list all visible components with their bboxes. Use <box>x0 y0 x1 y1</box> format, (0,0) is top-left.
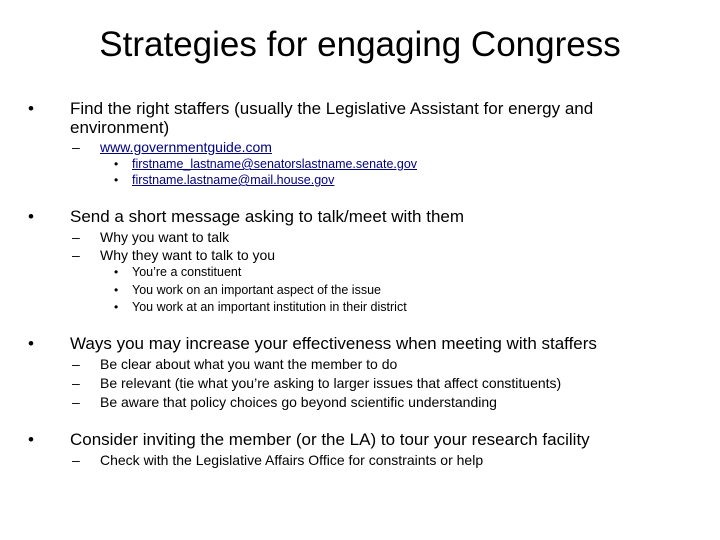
sub-sub-bullet-item <box>114 300 407 315</box>
bullet-text: Ways you may increase your effectiveness when meeting with staffers <box>70 334 597 353</box>
dash-marker: – <box>72 375 80 391</box>
sub-sub-bullet-text: You work at an important institution in their district <box>132 300 407 314</box>
bullet-text: Consider inviting the member (or the LA) to tour your research facility <box>70 430 590 449</box>
bullet-marker: • <box>28 99 34 118</box>
slide-title: Strategies for engaging Congress <box>99 25 621 64</box>
dash-marker: – <box>72 139 80 155</box>
dash-marker: – <box>72 452 80 468</box>
bullet-text: Send a short message asking to talk/meet with them <box>70 207 465 226</box>
sub-bullet-item <box>72 375 561 392</box>
sub-bullet-text: Check with the Legislative Affairs Office for constraints or help <box>100 452 484 468</box>
sub-bullet-text: Be clear about what you want the member to do <box>100 356 398 372</box>
bullet-text <box>70 99 593 137</box>
house-email-link[interactable]: firstname.lastname@mail.house.gov <box>132 173 335 187</box>
bullet-marker: • <box>28 334 34 353</box>
sub-bullet-text: Why you want to talk <box>100 229 230 245</box>
bullet-marker: • <box>114 265 119 279</box>
sub-sub-bullet-item <box>114 173 334 188</box>
bullet-marker: • <box>28 207 34 226</box>
senate-email-link[interactable]: firstname_lastname@senatorslastname.senate.gov <box>132 157 418 171</box>
dash-marker: – <box>72 394 80 410</box>
bullet-item <box>28 207 464 226</box>
bullet-item <box>28 99 593 137</box>
sub-bullet-item <box>72 394 497 411</box>
sub-sub-bullet-text: You work on an important aspect of the issue <box>132 283 381 297</box>
sub-bullet-text: Be relevant (tie what you’re asking to larger issues that affect constituents) <box>100 375 562 391</box>
bullet-text-line: environment) <box>70 118 170 137</box>
sub-bullet-item <box>72 356 397 373</box>
sub-sub-bullet-text: You’re a constituent <box>132 265 242 279</box>
dash-marker: – <box>72 229 80 245</box>
bullet-marker: • <box>28 430 34 449</box>
dash-marker: – <box>72 247 80 263</box>
governmentguide-link[interactable]: www.governmentguide.com <box>100 139 272 155</box>
sub-bullet-text: Be aware that policy choices go beyond scientific understanding <box>100 394 497 410</box>
sub-bullet-text: Why they want to talk to you <box>100 247 276 263</box>
bullet-marker: • <box>114 173 119 187</box>
sub-bullet-item <box>72 247 275 264</box>
sub-bullet-item <box>72 452 483 469</box>
bullet-marker: • <box>114 300 119 314</box>
dash-marker: – <box>72 356 80 372</box>
sub-sub-bullet-item <box>114 157 417 172</box>
sub-sub-bullet-item <box>114 265 241 280</box>
bullet-item <box>28 334 597 353</box>
sub-sub-bullet-item <box>114 283 381 298</box>
bullet-marker: • <box>114 283 119 297</box>
bullet-text-line: Find the right staffers (usually the Legislative Assistant for energy and <box>70 99 594 118</box>
bullet-item <box>28 430 590 449</box>
sub-bullet-item <box>72 139 272 156</box>
bullet-marker: • <box>114 157 119 171</box>
sub-bullet-item <box>72 229 229 246</box>
